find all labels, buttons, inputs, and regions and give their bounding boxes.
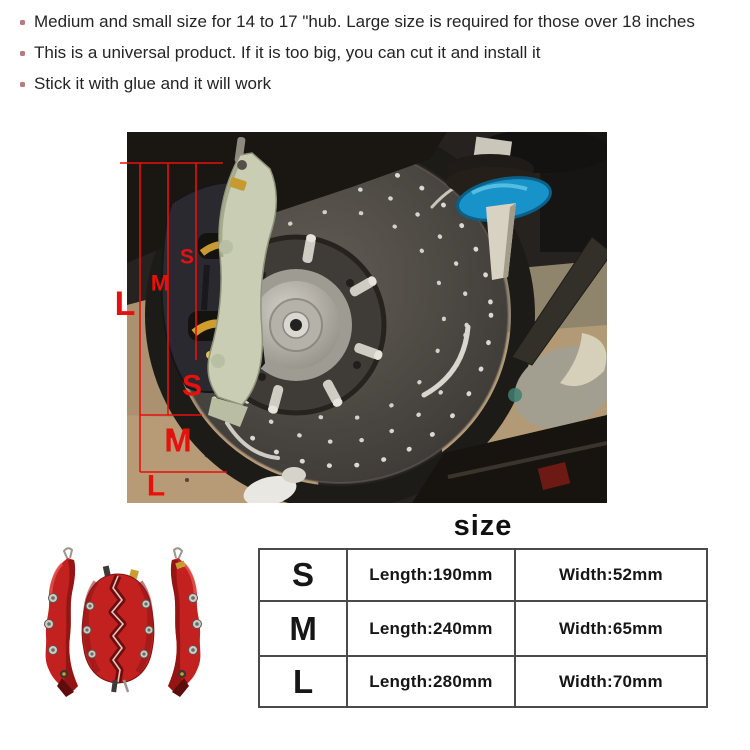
measure-label-l-bottom: L [146,469,166,503]
table-row [259,601,707,656]
measure-label-m-upper: M [150,270,170,296]
measure-label-s-upper: S [179,245,195,269]
note-text: Stick it with glue and it will work [34,74,272,93]
size-cell: S [259,549,347,601]
size-section-title: size [453,510,513,542]
width-cell: Width:65mm [515,601,707,656]
length-cell: Length:240mm [347,601,515,656]
product-notes [16,12,695,105]
width-cell: Width:70mm [515,656,707,707]
note-line [16,43,695,64]
note-text: This is a universal product. If it is too big, you can cut it and install it [34,43,541,62]
measure-label-l-left: L [114,285,136,323]
measure-label-m-lower: M [164,421,192,459]
size-cell: M [259,601,347,656]
note-text: Medium and small size for 14 to 17 "hub. Large size is required for those over 18 inches [34,12,695,31]
length-cell: Length:280mm [347,656,515,707]
length-cell: Length:190mm [347,549,515,601]
table-row [259,549,707,601]
note-line [16,12,695,33]
measure-label-s-lower: S [181,369,203,403]
bullet-icon [20,51,25,56]
bullet-icon [20,20,25,25]
size-cell: L [259,656,347,707]
size-table [258,548,708,708]
brake-disc-photo [112,125,620,510]
bullet-icon [20,82,25,87]
width-cell: Width:52mm [515,549,707,601]
table-row [259,656,707,707]
caliper-covers-image [18,546,218,706]
note-line [16,74,695,95]
